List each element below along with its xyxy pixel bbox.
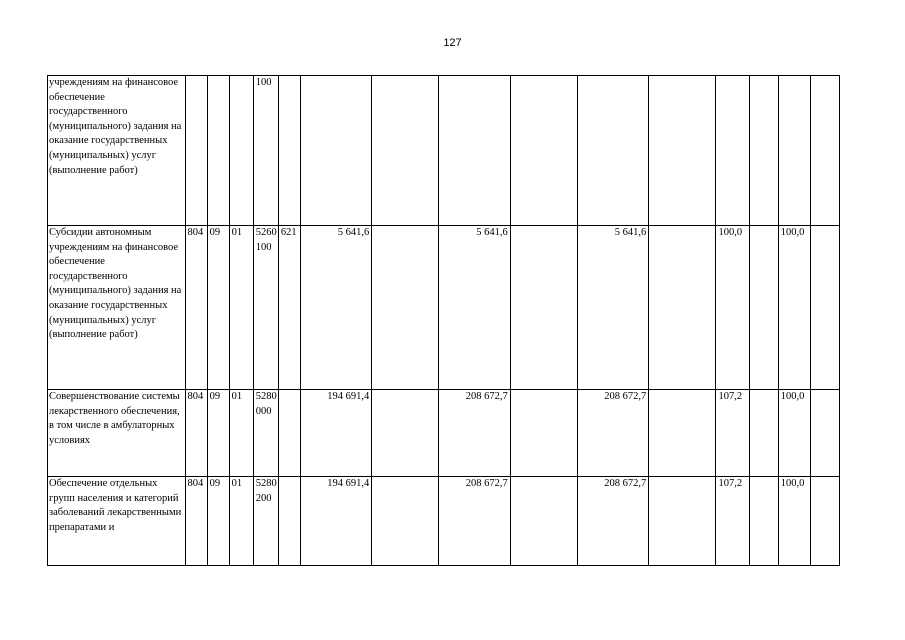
cell-empty [510, 76, 577, 226]
row-name: учреждениям на финансовое обеспечение государственного (муниципального) задания на оказание государственных (муниципальных) услуг (выполнение работ) [48, 76, 186, 226]
cell-sum-1: 194 691,4 [300, 477, 371, 566]
cell-empty [749, 477, 778, 566]
cell-empty [510, 390, 577, 477]
cell-empty [510, 477, 577, 566]
cell-empty [749, 76, 778, 226]
cell-empty [810, 226, 839, 390]
cell-empty [649, 76, 716, 226]
cell-csr: 5280 200 [253, 477, 278, 566]
cell-rz [207, 76, 229, 226]
cell-pct-2: 100,0 [778, 390, 810, 477]
cell-sum-3: 5 641,6 [577, 226, 648, 390]
cell-empty [810, 390, 839, 477]
cell-empty [749, 390, 778, 477]
cell-pct-1: 107,2 [716, 477, 749, 566]
cell-pr [229, 76, 253, 226]
cell-vr [278, 76, 300, 226]
cell-vr [278, 477, 300, 566]
table-row [48, 477, 840, 566]
cell-pr: 01 [229, 390, 253, 477]
cell-empty [372, 226, 439, 390]
cell-ved: 804 [185, 477, 207, 566]
cell-empty [372, 390, 439, 477]
page-number: 127 [443, 37, 462, 49]
cell-empty [510, 226, 577, 390]
cell-ved: 804 [185, 226, 207, 390]
row-name: Совершенствование системы лекарственного обеспечения, в том числе в амбулаторных условиях [48, 390, 186, 477]
row-name: Обеспечение отдельных групп населения и категорий заболеваний лекарственными препаратами и [48, 477, 186, 566]
cell-pr: 01 [229, 477, 253, 566]
cell-empty [810, 76, 839, 226]
cell-empty [649, 226, 716, 390]
table-row [48, 390, 840, 477]
cell-sum-1: 5 641,6 [300, 226, 371, 390]
cell-ved: 804 [185, 390, 207, 477]
cell-rz: 09 [207, 477, 229, 566]
cell-sum-2: 208 672,7 [439, 390, 510, 477]
cell-sum-3: 208 672,7 [577, 477, 648, 566]
cell-pct-1: 107,2 [716, 390, 749, 477]
cell-rz: 09 [207, 226, 229, 390]
cell-pct-2: 100,0 [778, 477, 810, 566]
cell-sum-2: 5 641,6 [439, 226, 510, 390]
cell-empty [372, 76, 439, 226]
cell-empty [810, 477, 839, 566]
cell-sum-3 [577, 76, 648, 226]
cell-pct-1: 100,0 [716, 226, 749, 390]
cell-empty [749, 226, 778, 390]
cell-vr: 621 [278, 226, 300, 390]
cell-vr [278, 390, 300, 477]
cell-sum-2 [439, 76, 510, 226]
table-row [48, 76, 840, 226]
row-name: Субсидии автономным учреждениям на финансовое обеспечение государственного (муниципального) задания на оказание государственных (муниципальных) услуг (выполнение работ) [48, 226, 186, 390]
cell-pct-2 [778, 76, 810, 226]
cell-pct-2: 100,0 [778, 226, 810, 390]
cell-pr: 01 [229, 226, 253, 390]
cell-ved [185, 76, 207, 226]
cell-rz: 09 [207, 390, 229, 477]
cell-csr: 100 [253, 76, 278, 226]
cell-sum-2: 208 672,7 [439, 477, 510, 566]
cell-empty [649, 390, 716, 477]
table-row [48, 226, 840, 390]
budget-table [47, 75, 840, 566]
cell-sum-3: 208 672,7 [577, 390, 648, 477]
cell-pct-1 [716, 76, 749, 226]
cell-empty [649, 477, 716, 566]
cell-sum-1 [300, 76, 371, 226]
cell-csr: 5280 000 [253, 390, 278, 477]
cell-empty [372, 477, 439, 566]
cell-csr: 5260 100 [253, 226, 278, 390]
cell-sum-1: 194 691,4 [300, 390, 371, 477]
